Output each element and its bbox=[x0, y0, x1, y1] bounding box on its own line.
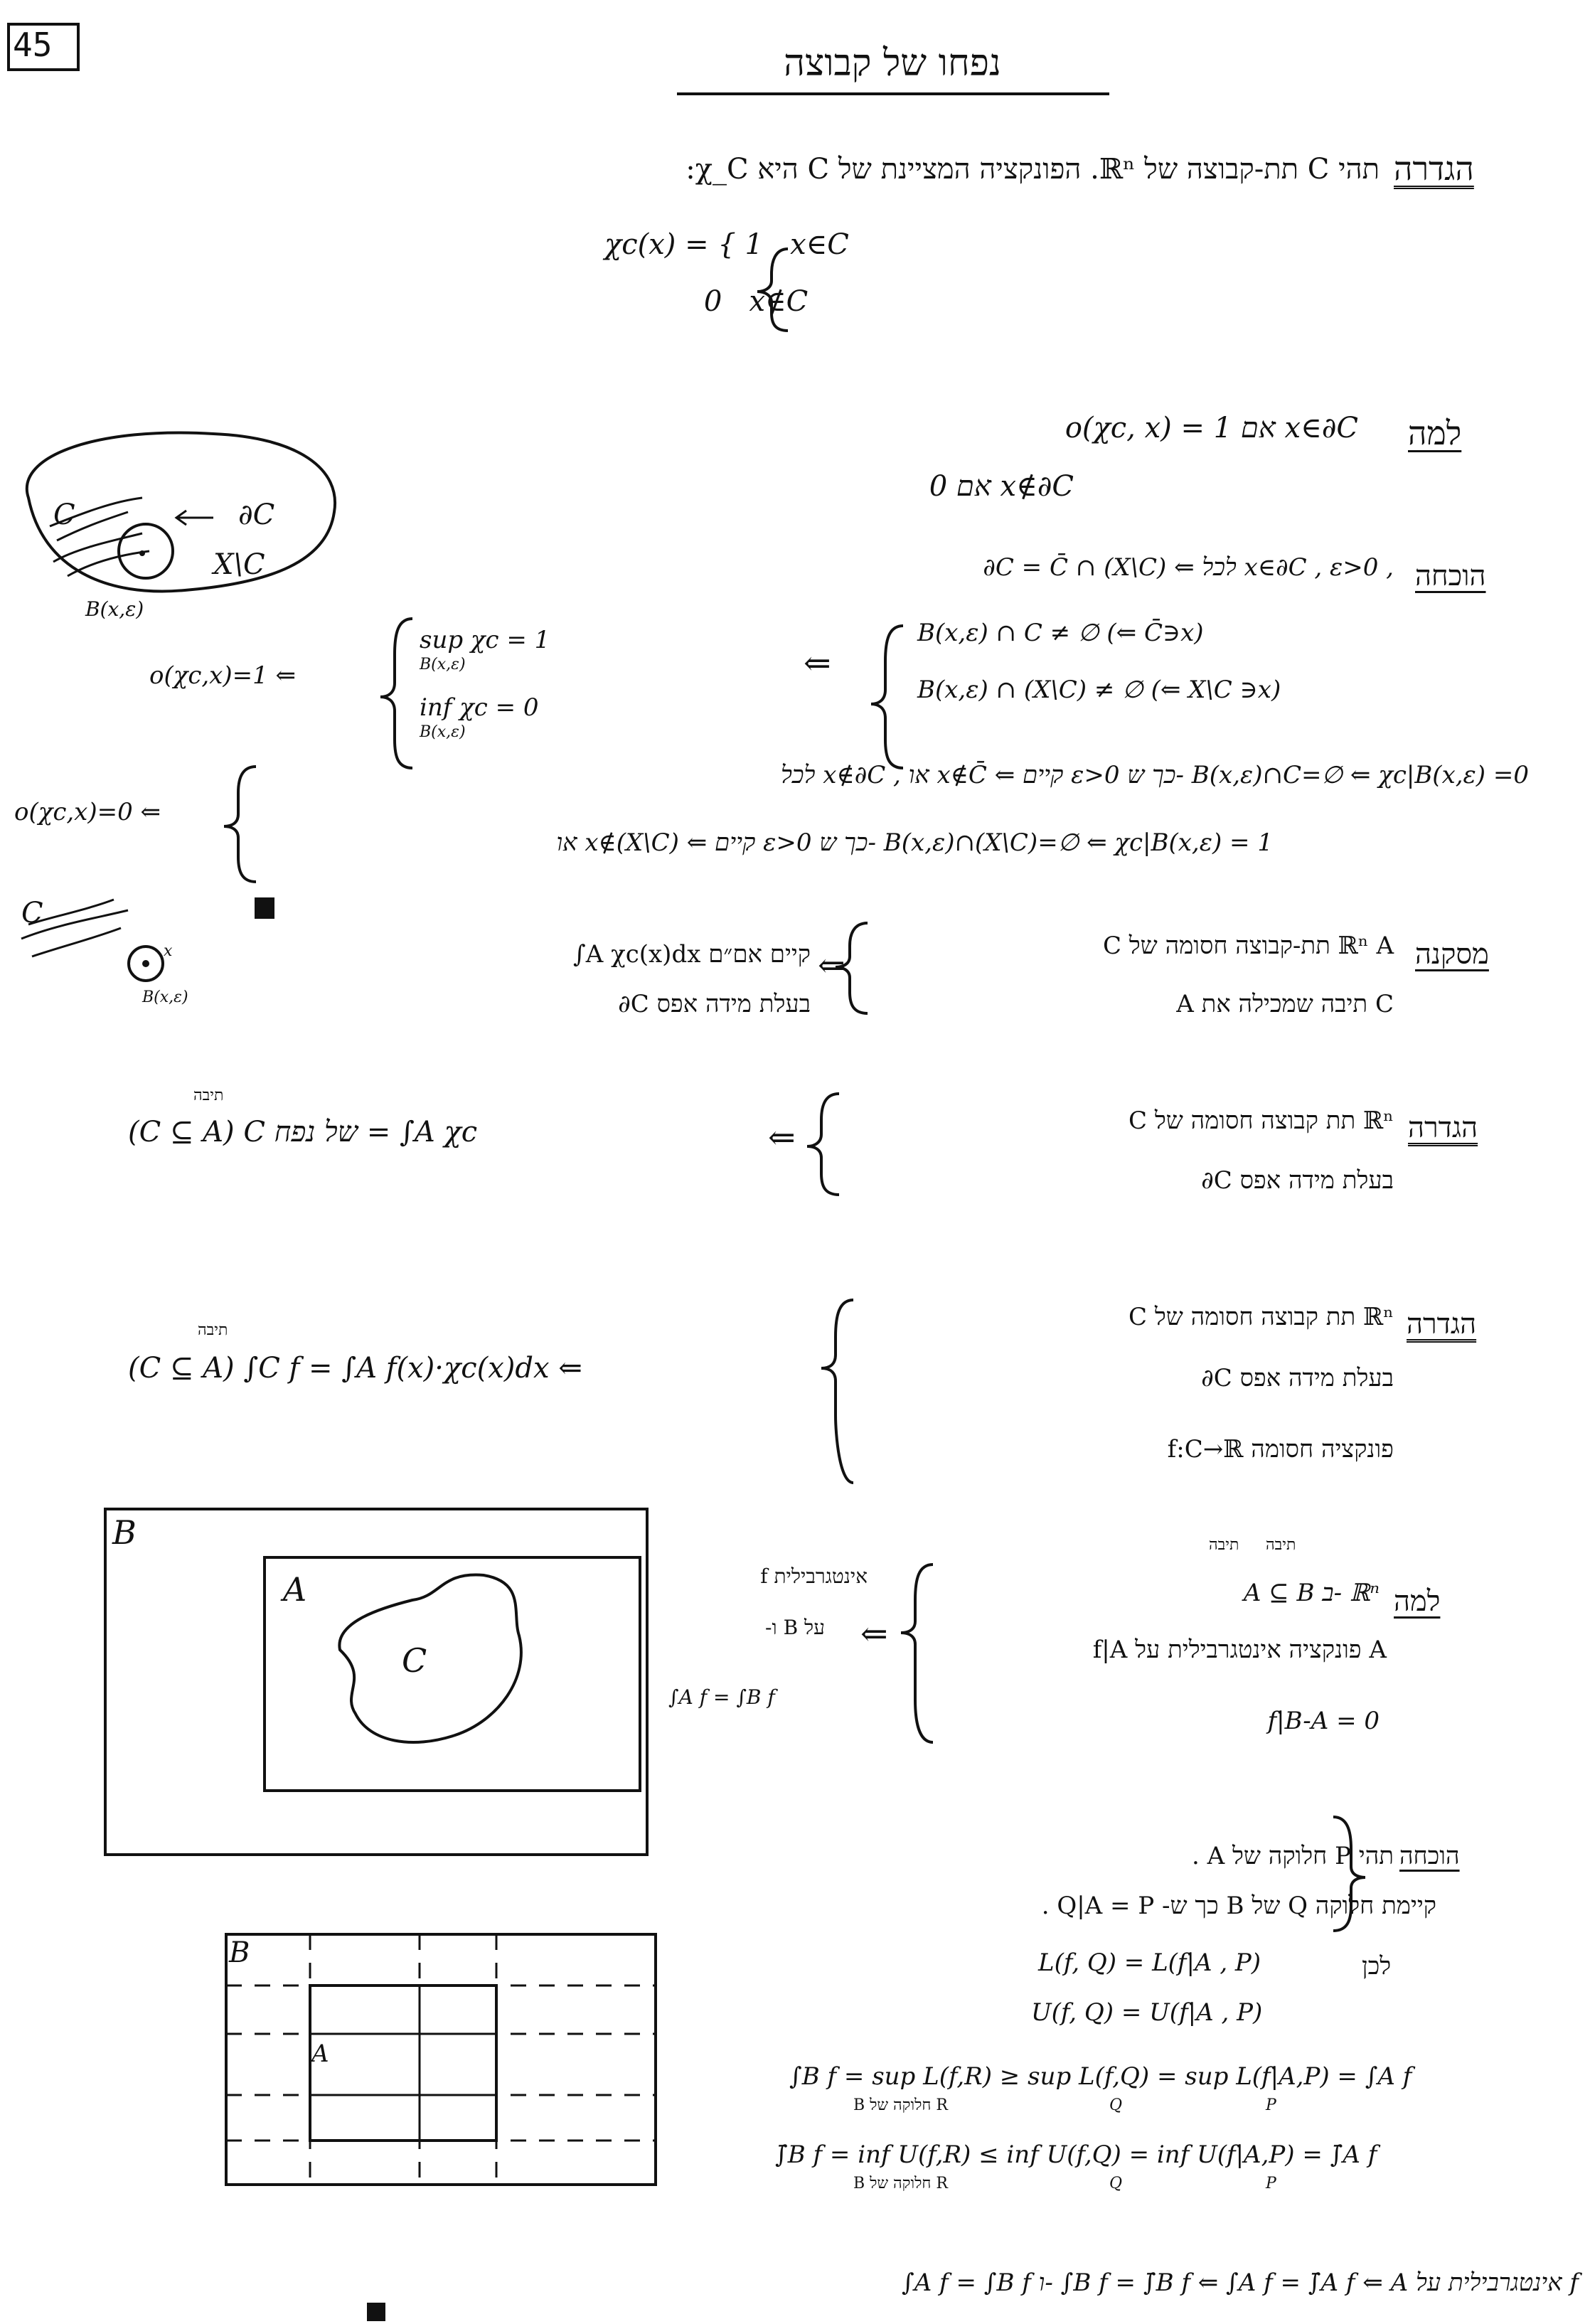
lemma2-diagram-c: C bbox=[402, 1641, 427, 1680]
lemma2-keyword: למה bbox=[1394, 1585, 1441, 1618]
def2-line1: C תת קבוצה חסומה של ℝⁿ bbox=[1128, 1107, 1394, 1135]
proof1-keyword: הוכחה bbox=[1415, 560, 1486, 592]
box-A bbox=[265, 1557, 640, 1791]
diagram-label-boundary: ∂C bbox=[238, 499, 275, 531]
conclusion-line2: A תיבה שמכילה את C bbox=[1176, 990, 1394, 1018]
lemma1-line2: 0 אם x∉∂C bbox=[929, 470, 1074, 503]
conclusion-keyword: מסקנה bbox=[1415, 938, 1489, 971]
def2-line2: ∂C בעלת מידה אפס bbox=[1201, 1166, 1394, 1195]
conclusion-result1: ∫A χc(x)dx קיים אם״ם bbox=[573, 940, 811, 969]
lemma2-line3: f|B-A = 0 bbox=[1267, 1707, 1380, 1735]
proof1-left-result: o(χc,x)=1 ⇐ bbox=[149, 661, 297, 690]
proof2-line1: קיימת חלוקה Q של B כך ש- Q|A = P . bbox=[1041, 1892, 1436, 1920]
proof2-line5-sub2: Q bbox=[1109, 2175, 1123, 2192]
proof2-line4-sub2: Q bbox=[1109, 2096, 1123, 2114]
proof1-brace-a2: B(x,ε) ∩ (X\C) ≠ ∅ (⇐ X\C ∋x) bbox=[917, 676, 1281, 704]
proof2-line2: L(f, Q) = L(f|A , P) bbox=[1038, 1949, 1261, 1977]
page-title: נפחו של קבוצה bbox=[784, 42, 1001, 85]
def3-line1: C תת קבוצה חסומה של ℝⁿ bbox=[1128, 1303, 1394, 1331]
page-number: 45 bbox=[13, 26, 53, 64]
diagram2-label-ball: B(x,ε) bbox=[142, 988, 188, 1006]
proof2-line5: ∫̄B f = inf U(f,R) ≤ inf U(f,Q) = inf U(f|A,P) = ∫̄A f bbox=[775, 2141, 1377, 2169]
lemma2-result3: ∫A f = ∫B f bbox=[668, 1685, 775, 1709]
lemma1-line1: o(χc, x) = 1 אם x∈∂C bbox=[1065, 412, 1358, 444]
conclusion-result2: ∂C בעלת מידה אפס bbox=[618, 990, 811, 1018]
lemma2-result1: f אינטגרבילית bbox=[760, 1565, 868, 1588]
def3-line2: ∂C בעלת מידה אפס bbox=[1201, 1364, 1394, 1392]
def2-keyword: הגדרה bbox=[1408, 1112, 1478, 1144]
proof1-line2: לכל x∉∂C , או x∉C̄ ⇐ קיים ε>0 כך ש- B(x,ε)∩C=∅ ⇐ χc|B(x,ε) =0 bbox=[781, 761, 1529, 789]
grid-label-b: B bbox=[229, 1936, 250, 1969]
proof2-line0: תהי P חלוקה של A . bbox=[1192, 1842, 1394, 1870]
proof2-keyword: הוכחה bbox=[1399, 1842, 1460, 1870]
proof1-left-inf-sub: B(x,ε) bbox=[420, 723, 466, 741]
def2-tiva: תיבה bbox=[193, 1087, 224, 1104]
proof2-line6: ∫A f = ∫B f ו- ∫B f = ∫̄B f ⇐ ∫A f = ∫̄A f ⇐ A אינטגרבילית על f bbox=[901, 2269, 1579, 2297]
lemma2-diagram-b: B bbox=[112, 1513, 137, 1552]
proof1-left-result2: o(χc,x)=0 ⇐ bbox=[14, 798, 161, 826]
proof2-line5-sub3: P bbox=[1266, 2175, 1276, 2192]
def3-result: (C ⊆ A) ∫C f = ∫A f(x)·χc(x)dx ⇐ bbox=[128, 1352, 582, 1385]
lemma2-result2: על B ו- bbox=[765, 1616, 825, 1639]
lemma2-diagram-a: A bbox=[283, 1570, 307, 1609]
diagram2-label-x: x bbox=[164, 942, 173, 960]
lemma2-line2: f|A פונקציה אינטגרבילית על A bbox=[1092, 1636, 1387, 1664]
diagram-label-ball: B(x,ε) bbox=[85, 597, 144, 621]
proof1-left-sup: sup χc = 1 bbox=[420, 626, 550, 654]
conclusion-line1: C תת-קבוצה חסומה של ℝⁿ A bbox=[1102, 932, 1394, 960]
implies-arrow-4: ⇐ bbox=[860, 1614, 888, 1653]
diagram2-label-c: C bbox=[21, 897, 43, 929]
lemma1-keyword: למה bbox=[1408, 414, 1462, 452]
region-C bbox=[339, 1575, 521, 1742]
proof1-line1: ∂C = C̄ ∩ (X\C) ⇐ לכל x∈∂C , ε>0 , bbox=[983, 553, 1394, 582]
proof2-line3: U(f, Q) = U(f|A , P) bbox=[1031, 1998, 1263, 2027]
def3-line3: f:C→ℝ פונקציה חסומה bbox=[1167, 1435, 1394, 1464]
implies-arrow: ⇐ bbox=[804, 644, 831, 682]
proof2-line5-sub1: B חלוקה של R bbox=[853, 2175, 948, 2192]
def1-formula-line1: χc(x) = { 1 x∈C bbox=[604, 228, 849, 261]
diagram-label-complement: X\C bbox=[213, 548, 265, 581]
lemma2-tiva1: תיבה bbox=[1266, 1536, 1296, 1554]
proof1-left-inf: inf χc = 0 bbox=[420, 693, 539, 722]
proof2-line4: ∫B f = sup L(f,R) ≥ sup L(f,Q) = sup L(f|A,P) = ∫A f bbox=[789, 2062, 1412, 2091]
def3-keyword: הגדרה bbox=[1407, 1308, 1477, 1340]
proof2-line4-sub3: P bbox=[1266, 2096, 1276, 2114]
box-B bbox=[105, 1509, 647, 1855]
lemma2-tiva2: תיבה bbox=[1209, 1536, 1239, 1554]
implies-arrow-2: ⇐ bbox=[818, 946, 845, 984]
proof2-lachen: לכן bbox=[1362, 1952, 1392, 1981]
lemma2-line1: A ⊆ B ב- ℝⁿ bbox=[1243, 1579, 1380, 1607]
def3-tiva: תיבה bbox=[198, 1321, 228, 1339]
def2-result: (C ⊆ A) C של נפח = ∫A χc bbox=[128, 1116, 478, 1148]
grid-label-a: A bbox=[311, 2040, 329, 2068]
def1-text: תהי C תת-קבוצה של ℝⁿ. הפונקציה המציינת של C היא χ_C: bbox=[685, 153, 1380, 186]
proof1-brace-a1: B(x,ε) ∩ C ≠ ∅ (⇐ C̄∋x) bbox=[917, 619, 1204, 647]
proof1-line3: או x∉(X\C) ⇐ קיים ε>0 כך ש- B(x,ε)∩(X\C)=∅ ⇐ χc|B(x,ε) = 1 bbox=[556, 828, 1273, 857]
def1-keyword: הגדרה bbox=[1394, 149, 1474, 188]
grid-box-B bbox=[226, 1934, 656, 2185]
grid-box-A bbox=[310, 1985, 496, 2141]
proof1-left-sup-sub: B(x,ε) bbox=[420, 656, 466, 673]
def1-formula-line2: 0 x∉C bbox=[604, 285, 809, 318]
implies-arrow-3: ⇐ bbox=[768, 1118, 796, 1156]
proof2-line4-sub1: B חלוקה של R bbox=[853, 2096, 948, 2114]
diagram-label-c: C bbox=[53, 499, 75, 531]
